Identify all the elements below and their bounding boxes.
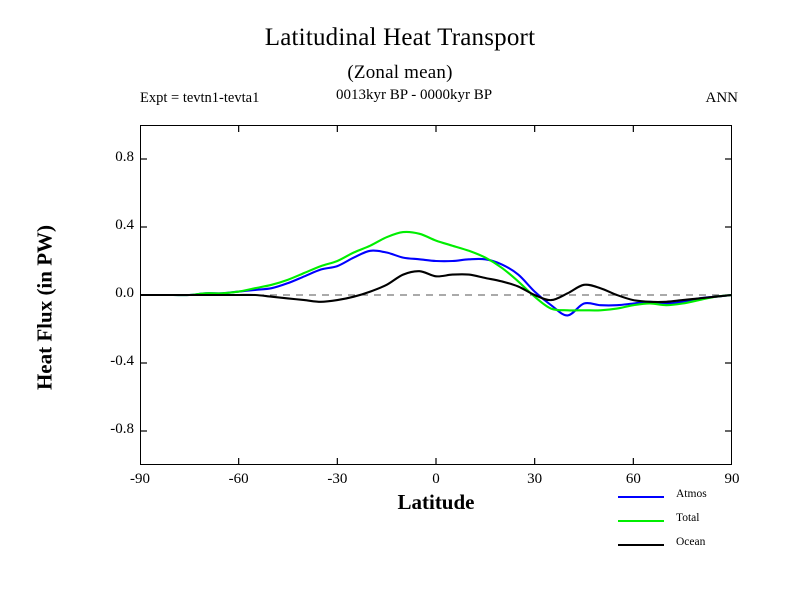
season-label: ANN xyxy=(705,90,738,106)
legend-item xyxy=(618,534,788,558)
x-tick-label: 90 xyxy=(724,471,740,487)
y-tick-label: 0.8 xyxy=(115,149,134,165)
x-tick-label: 30 xyxy=(527,471,543,487)
legend-label: Atmos xyxy=(676,488,707,500)
legend-item xyxy=(618,510,788,534)
y-axis-label: Heat Flux (in PW) xyxy=(32,224,57,391)
chart-title: Latitudinal Heat Transport xyxy=(264,24,536,51)
legend-label: Total xyxy=(676,512,700,524)
y-tick-label: 0.0 xyxy=(115,285,134,301)
legend-label: Ocean xyxy=(676,536,706,548)
x-tick-label: 0 xyxy=(432,471,440,487)
x-axis-label: Latitude xyxy=(397,490,475,514)
y-tick-label: -0.8 xyxy=(110,421,134,437)
y-tick-label: 0.4 xyxy=(115,217,134,233)
experiment-label: Expt = tevtn1-tevta1 xyxy=(140,90,260,106)
legend-swatch-icon xyxy=(618,544,664,546)
legend xyxy=(618,486,788,558)
x-tick-label: -30 xyxy=(327,471,348,487)
y-tick-label: -0.4 xyxy=(110,353,134,369)
x-tick-label: 60 xyxy=(625,471,641,487)
legend-swatch-icon xyxy=(618,520,664,522)
legend-swatch-icon xyxy=(618,496,664,498)
x-tick-label: -90 xyxy=(130,471,150,487)
period-label: 0013kyr BP - 0000kyr BP xyxy=(336,87,493,103)
chart-subtitle: (Zonal mean) xyxy=(347,62,453,83)
legend-item xyxy=(618,486,788,510)
x-tick-label: -60 xyxy=(228,471,249,487)
